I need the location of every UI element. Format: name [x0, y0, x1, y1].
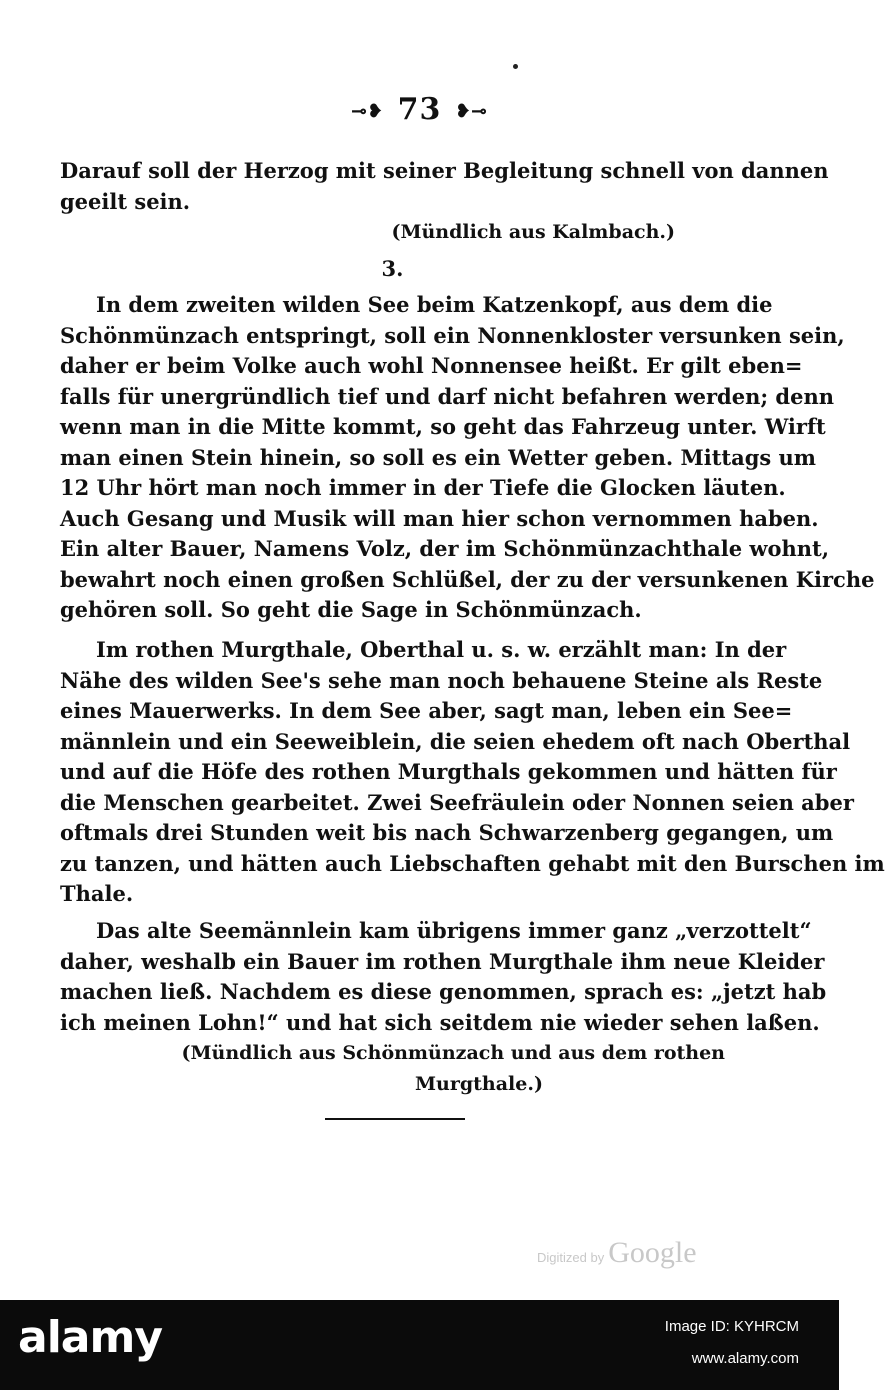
source-citation-2: (Mündlich aus Schönmünzach und aus dem rothen — [181, 1042, 725, 1064]
text-line: Ein alter Bauer, Namens Volz, der im Schönmünzachthale wohnt, — [60, 536, 830, 561]
section-number: 3. — [381, 255, 404, 281]
text-block-1 — [60, 156, 829, 284]
site-url: www.alamy.com — [691, 1350, 799, 1367]
text-line: zu tanzen, und hätten auch Liebschaften gehabt mit den Burschen im — [60, 850, 885, 876]
text-line: machen ließ. Nachdem es diese genommen, sprach es: „jetzt hab — [60, 979, 827, 1004]
google-logo: Google — [608, 1236, 697, 1269]
text-line: ich meinen Lohn!“ und hat sich seitdem nie wieder sehen laßen. — [60, 1009, 820, 1035]
text-line: oftmals drei Stunden weit bis nach Schwarzenberg gegangen, um — [60, 820, 834, 845]
text-line: In dem zweiten wilden See beim Katzenkopf, aus dem die — [96, 292, 773, 317]
text-line: geeilt sein. — [60, 188, 191, 214]
text-line: die Menschen gearbeitet. Zwei Seefräulein oder Nonnen seien aber — [60, 789, 854, 815]
google-watermark — [537, 1236, 697, 1276]
ink-speck — [513, 64, 518, 69]
text-line: Im rothen Murgthale, Oberthal u. s. w. erzählt man: In der — [96, 637, 787, 662]
text-line: Darauf soll der Herzog mit seiner Begleitung schnell von dannen — [60, 158, 829, 183]
text-line: 12 Uhr hört man noch immer in der Tiefe die Glocken läuten. — [60, 475, 786, 500]
stock-footer-bar — [0, 1300, 839, 1390]
ornament-left: ⊸❥ — [351, 100, 384, 122]
paragraph-1 — [60, 290, 875, 626]
page-header — [0, 92, 839, 127]
image-id-label: Image ID: KYHRCM — [664, 1318, 799, 1335]
text-line: daher er beim Volke auch wohl Nonnensee heißt. Er gilt eben= — [60, 353, 803, 378]
text-line: daher, weshalb ein Bauer im rothen Murgthale ihm neue Kleider — [60, 948, 825, 974]
text-line: Auch Gesang und Musik will man hier schon vernommen haben. — [60, 505, 819, 531]
text-line: Nähe des wilden See's sehe man noch behauene Steine als Reste — [60, 667, 823, 693]
text-line: wenn man in die Mitte kommt, so geht das Fahrzeug unter. Wirft — [60, 414, 826, 439]
text-line: männlein und ein Seeweiblein, die seien ehedem oft nach Oberthal — [60, 728, 851, 754]
text-line: falls für unergründlich tief und darf nicht befahren werden; denn — [60, 383, 834, 409]
text-line: Schönmünzach entspringt, soll ein Nonnenkloster versunken sein, — [60, 322, 845, 348]
text-line: Das alte Seemännlein kam übrigens immer ganz „verzottelt“ — [96, 918, 812, 943]
ornament-right: ❥⊸ — [455, 100, 488, 122]
text-line: bewahrt noch einen großen Schlüßel, der zu der versunkenen Kirche — [60, 566, 875, 592]
alamy-logo: alamy — [18, 1312, 162, 1363]
text-line: Thale. — [60, 881, 134, 906]
text-line: man einen Stein hinein, so soll es ein Wetter geben. Mittags um — [60, 444, 817, 470]
paragraph-3 — [60, 916, 827, 1099]
text-line: gehören soll. So geht die Sage in Schönmünzach. — [60, 597, 642, 622]
text-line: eines Mauerwerks. In dem See aber, sagt man, leben ein See= — [60, 698, 793, 723]
page-number: 73 — [397, 92, 442, 127]
source-citation-2-cont: Murgthale.) — [415, 1072, 543, 1095]
digitized-by-label: Digitized by — [537, 1250, 605, 1265]
source-citation-1: (Mündlich aus Kalmbach.) — [391, 221, 675, 243]
end-rule — [325, 1118, 465, 1120]
text-line: und auf die Höfe des rothen Murgthals gekommen und hätten für — [60, 759, 837, 784]
paragraph-2 — [60, 635, 885, 910]
